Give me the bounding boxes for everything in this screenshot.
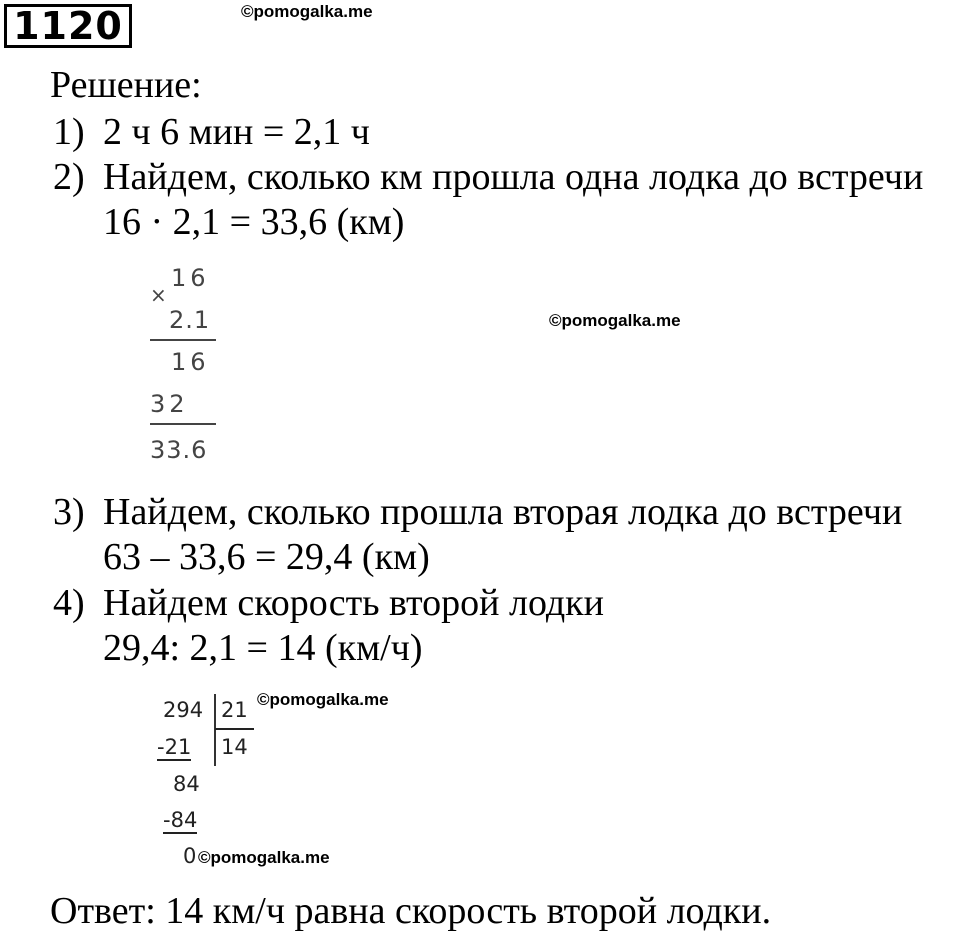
multiplicand: 16 (171, 264, 210, 292)
dividend: 294 (163, 698, 204, 722)
multiplication-line-1 (150, 339, 216, 341)
step-2-text: Найдем, сколько км прошла одна лодка до встречи (103, 156, 924, 198)
step-1-number: 1) (53, 111, 85, 153)
watermark-top: ©pomogalka.me (241, 2, 373, 21)
product-result: 33.6 (150, 436, 208, 464)
step-3-number: 3) (53, 491, 85, 533)
solution-heading: Решение: (50, 64, 202, 106)
multiply-sign: × (150, 283, 167, 307)
final-remainder: 0 (183, 844, 197, 868)
watermark-middle: ©pomogalka.me (549, 311, 681, 330)
divisor-underline (215, 728, 254, 730)
step-4-equation: 29,4: 2,1 = 14 (км/ч) (103, 627, 423, 669)
step-2-number: 2) (53, 156, 85, 198)
step-3-text: Найдем, сколько прошла вторая лодка до встречи (103, 491, 903, 533)
division-vertical-line (214, 694, 216, 766)
subtrahend-2: -84 (163, 808, 198, 832)
step-3-equation: 63 – 33,6 = 29,4 (км) (103, 536, 430, 578)
step-2-equation: 16 · 2,1 = 33,6 (км) (103, 201, 405, 243)
step-4-number: 4) (53, 582, 85, 624)
subtrahend-1: -21 (157, 735, 192, 759)
partial-product-1: 16 (171, 348, 210, 376)
step-4-text: Найдем скорость второй лодки (103, 582, 604, 624)
quotient: 14 (221, 735, 248, 759)
divisor: 21 (221, 698, 248, 722)
watermark-division-top: ©pomogalka.me (257, 690, 389, 709)
watermark-division-bottom: ©pomogalka.me (198, 848, 330, 867)
multiplication-line-2 (150, 423, 216, 425)
remainder-1: 84 (173, 772, 200, 796)
multiplier: 2.1 (169, 306, 211, 334)
partial-product-2: 32 (150, 390, 189, 418)
step-1-text: 2 ч 6 мин = 2,1 ч (103, 111, 370, 153)
answer-text: Ответ: 14 км/ч равна скорость второй лодки. (50, 890, 772, 932)
problem-number: 1120 (4, 4, 132, 48)
